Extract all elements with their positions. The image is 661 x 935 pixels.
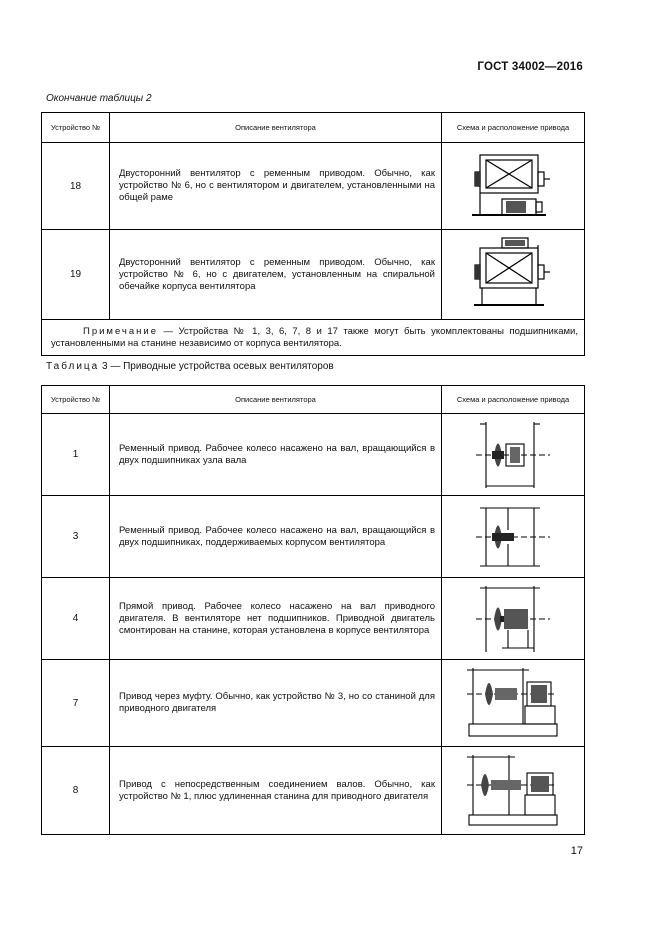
drive-scheme-diagram [442, 747, 585, 835]
row-number: 3 [42, 496, 110, 578]
table-row [42, 496, 585, 578]
row-number: 1 [42, 414, 110, 496]
fan-motor-on-housing-diagram [470, 235, 556, 315]
row-description: Прямой привод. Рабочее колесо насажено на вал приводного двигателя. В вентиляторе нет подшипников. Приводной двигатель смонтирован на станине, которая установлена в корпусе вентилятора [110, 578, 442, 660]
table-header-row [42, 386, 585, 414]
table-header-row [42, 113, 585, 143]
table3-caption [46, 361, 334, 372]
row-number: 18 [42, 143, 110, 230]
axial-fan-direct-coupling-extended-frame-diagram [465, 751, 561, 831]
table-row [42, 414, 585, 496]
row-description: Двусторонний вентилятор с ременным приводом. Обычно, как устройство № 6, но с вентилятором и двигателем, установленными на общей раме [110, 143, 442, 230]
table-note-row [42, 320, 585, 356]
drive-scheme-diagram [442, 660, 585, 747]
table3 [41, 385, 585, 835]
table-row [42, 660, 585, 747]
drive-scheme-diagram [442, 414, 585, 496]
axial-fan-direct-drive-diagram [472, 582, 554, 656]
row-description: Двусторонний вентилятор с ременным приводом. Обычно, как устройство № 6, но с двигателем, установленным на спиральной обечайке корпуса вентилятора [110, 230, 442, 320]
page-number: 17 [570, 845, 583, 857]
table-row [42, 578, 585, 660]
table-row [42, 230, 585, 320]
axial-fan-belt-drive-diagram [472, 418, 554, 492]
row-number: 19 [42, 230, 110, 320]
table-row [42, 143, 585, 230]
table2-caption: Окончание таблицы 2 [46, 93, 152, 104]
column-header-description: Описание вентилятора [110, 113, 442, 143]
column-header-scheme: Схема и расположение привода [442, 113, 585, 143]
column-header-number: Устройство № [42, 113, 110, 143]
drive-scheme-diagram [442, 143, 585, 230]
drive-scheme-diagram [442, 578, 585, 660]
column-header-number: Устройство № [42, 386, 110, 414]
drive-scheme-diagram [442, 496, 585, 578]
column-header-scheme: Схема и расположение привода [442, 386, 585, 414]
row-description: Ременный привод. Рабочее колесо насажено на вал, вращающийся в двух подшипниках, поддерживаемых корпусом вентилятора [110, 496, 442, 578]
row-number: 8 [42, 747, 110, 835]
axial-fan-coupling-drive-diagram [465, 664, 561, 742]
row-number: 7 [42, 660, 110, 747]
row-description: Привод с непосредственным соединением валов. Обычно, как устройство № 1, плюс удлиненная станина для приводного двигателя [110, 747, 442, 835]
note-text: — Устройства № 1, 3, 6, 7, 8 и 17 также могут быть укомплектованы подшипниками, установленными на станине независимо от корпуса вентилятора. [51, 325, 578, 349]
table3-caption-label: Таблица [46, 361, 100, 372]
table-note [42, 320, 585, 356]
table2 [41, 112, 585, 356]
row-number: 4 [42, 578, 110, 660]
note-label: Примечание [83, 325, 158, 337]
row-description: Ременный привод. Рабочее колесо насажено на вал, вращающийся в двух подшипниках узла вала [110, 414, 442, 496]
axial-fan-housing-bearings-diagram [472, 500, 554, 574]
table-row [42, 747, 585, 835]
fan-belt-drive-frame-diagram [470, 149, 556, 223]
row-description: Привод через муфту. Обычно, как устройство № 3, но со станиной для приводного двигателя [110, 660, 442, 747]
column-header-description: Описание вентилятора [110, 386, 442, 414]
drive-scheme-diagram [442, 230, 585, 320]
document-code: ГОСТ 34002—2016 [477, 61, 583, 73]
table3-caption-text: 3 — Приводные устройства осевых вентиляторов [99, 361, 334, 372]
